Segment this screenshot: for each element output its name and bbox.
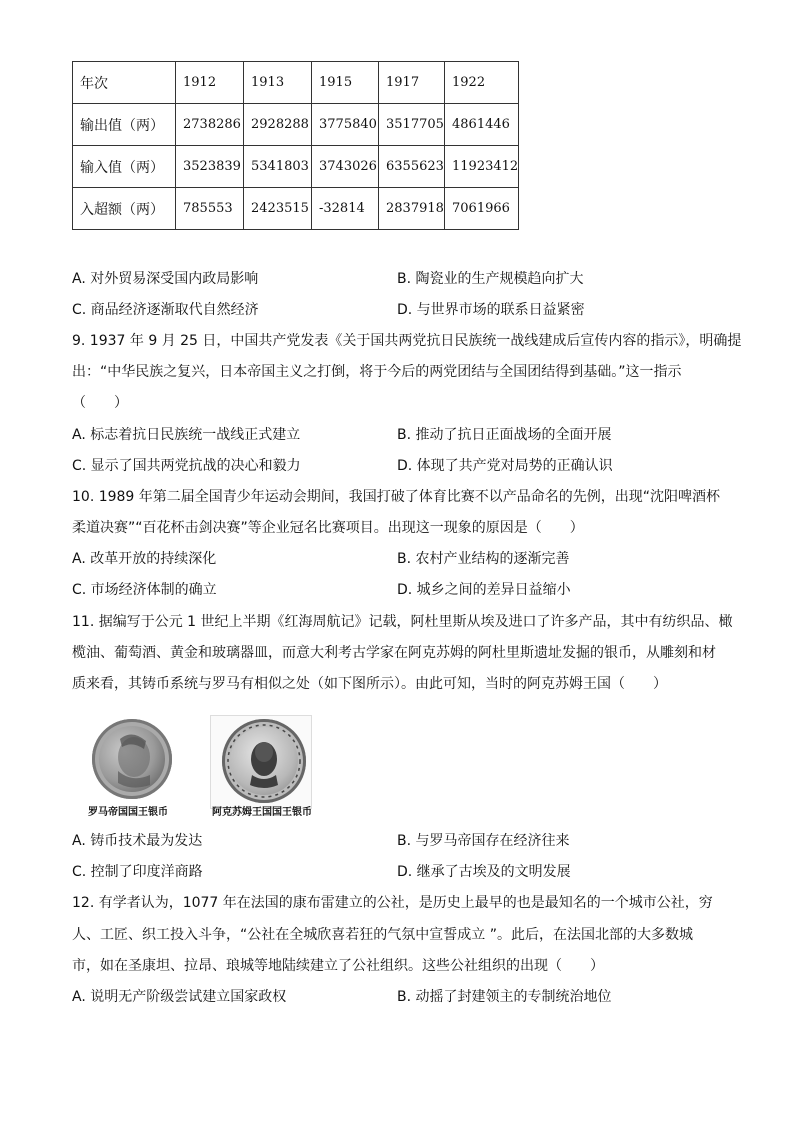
table-cell: 2837918 [379,188,445,230]
table-cell: 2423515 [244,188,312,230]
table-cell: 11923412 [445,146,519,188]
q11-option-d: D. 继承了古埃及的文明发展 [397,864,571,880]
coin-figure [82,715,332,818]
q8-option-d: D. 与世界市场的联系日益紧密 [397,302,585,318]
q11-option-c: C. 控制了印度洋商路 [72,864,203,880]
q9-stem-line2: 出：“中华民族之复兴，日本帝国主义之打倒，将于今后的两党团结与全国团结得到基础。”这一指示 [72,364,682,380]
q12-option-b: B. 动摇了封建领主的专制统治地位 [397,989,612,1005]
q12-stem-line2: 人、工匠、织工投入斗争，“公社在全城欣喜若狂的气氛中宣誓成立 ”。此后，在法国北部的大多数城 [72,927,693,943]
q11-option-b: B. 与罗马帝国存在经济往来 [397,833,570,849]
row-label: 入超额（两） [73,188,176,230]
trade-table [72,61,519,230]
table-cell: 4861446 [445,104,519,146]
q9-option-c: C. 显示了国共两党抗战的决心和毅力 [72,458,301,474]
row-label: 输出值（两） [73,104,176,146]
table-row [73,62,519,104]
table-cell: 3743026 [312,146,379,188]
row-label: 输入值（两） [73,146,176,188]
q10-stem-line2: 柔道决赛”“百花杯击剑决赛”等企业冠名比赛项目。出现这一现象的原因是（ ） [72,520,584,536]
table-cell: 5341803 [244,146,312,188]
q11-stem-line3: 质来看，其铸币系统与罗马有相似之处（如下图所示）。由此可知，当时的阿克苏姆王国（ ） [72,676,667,692]
q9-option-d: D. 体现了共产党对局势的正确认识 [397,458,613,474]
table-cell: 3517705 [379,104,445,146]
q10-option-d: D. 城乡之间的差异日益缩小 [397,582,571,598]
aksum-coin-caption: 阿克苏姆王国国王银币 [212,807,312,818]
row-label: 年次 [73,62,176,104]
table-row [73,146,519,188]
table-cell: 1915 [312,62,379,104]
q10-option-a: A. 改革开放的持续深化 [72,551,217,567]
q9-stem-line3: （ ） [72,395,128,411]
table-cell: 1922 [445,62,519,104]
q11-stem-line1: 11. 据编写于公元 1 世纪上半期《红海周航记》记载，阿杜里斯从埃及进口了许多产品，其中有纺织品、橄 [72,614,733,630]
table-cell: 2738286 [176,104,244,146]
q12-stem-line3: 市，如在圣康坦、拉昂、琅城等地陆续建立了公社组织。这些公社组织的出现（ ） [72,958,604,974]
table-row [73,188,519,230]
q10-option-b: B. 农村产业结构的逐渐完善 [397,551,570,567]
aksum-coin-image [222,719,306,803]
q10-stem-line1: 10. 1989 年第二届全国青少年运动会期间，我国打破了体育比赛不以产品命名的先例，出现“沈阳啤酒杯 [72,489,721,505]
q11-stem-line2: 榄油、葡萄酒、黄金和玻璃器皿，而意大利考古学家在阿克苏姆的阿杜里斯遗址发掘的银币，从雕刻和材 [72,645,716,661]
table-cell: 785553 [176,188,244,230]
table-row [73,104,519,146]
roman-coin-caption: 罗马帝国国王银币 [88,807,168,818]
table-cell: 2928288 [244,104,312,146]
q9-option-a: A. 标志着抗日民族统一战线正式建立 [72,427,301,443]
q9-option-b: B. 推动了抗日正面战场的全面开展 [397,427,612,443]
q9-stem-line1: 9. 1937 年 9 月 25 日，中国共产党发表《关于国共两党抗日民族统一战线建成后宣传内容的指示》，明确提 [72,333,742,349]
table-cell: 1912 [176,62,244,104]
q8-option-c: C. 商品经济逐渐取代自然经济 [72,302,259,318]
q12-option-a: A. 说明无产阶级尝试建立国家政权 [72,989,287,1005]
q8-option-a: A. 对外贸易深受国内政局影响 [72,271,259,287]
table-cell: -32814 [312,188,379,230]
table-cell: 3523839 [176,146,244,188]
q8-option-b: B. 陶瓷业的生产规模趋向扩大 [397,271,584,287]
q10-option-c: C. 市场经济体制的确立 [72,582,217,598]
q11-option-a: A. 铸币技术最为发达 [72,833,203,849]
roman-coin-image [92,719,172,799]
table-cell: 3775840 [312,104,379,146]
table-cell: 1913 [244,62,312,104]
table-cell: 6355623 [379,146,445,188]
table-cell: 7061966 [445,188,519,230]
table-cell: 1917 [379,62,445,104]
q12-stem-line1: 12. 有学者认为，1077 年在法国的康布雷建立的公社，是历史上最早的也是最知名的一个城市公社，穷 [72,895,713,911]
